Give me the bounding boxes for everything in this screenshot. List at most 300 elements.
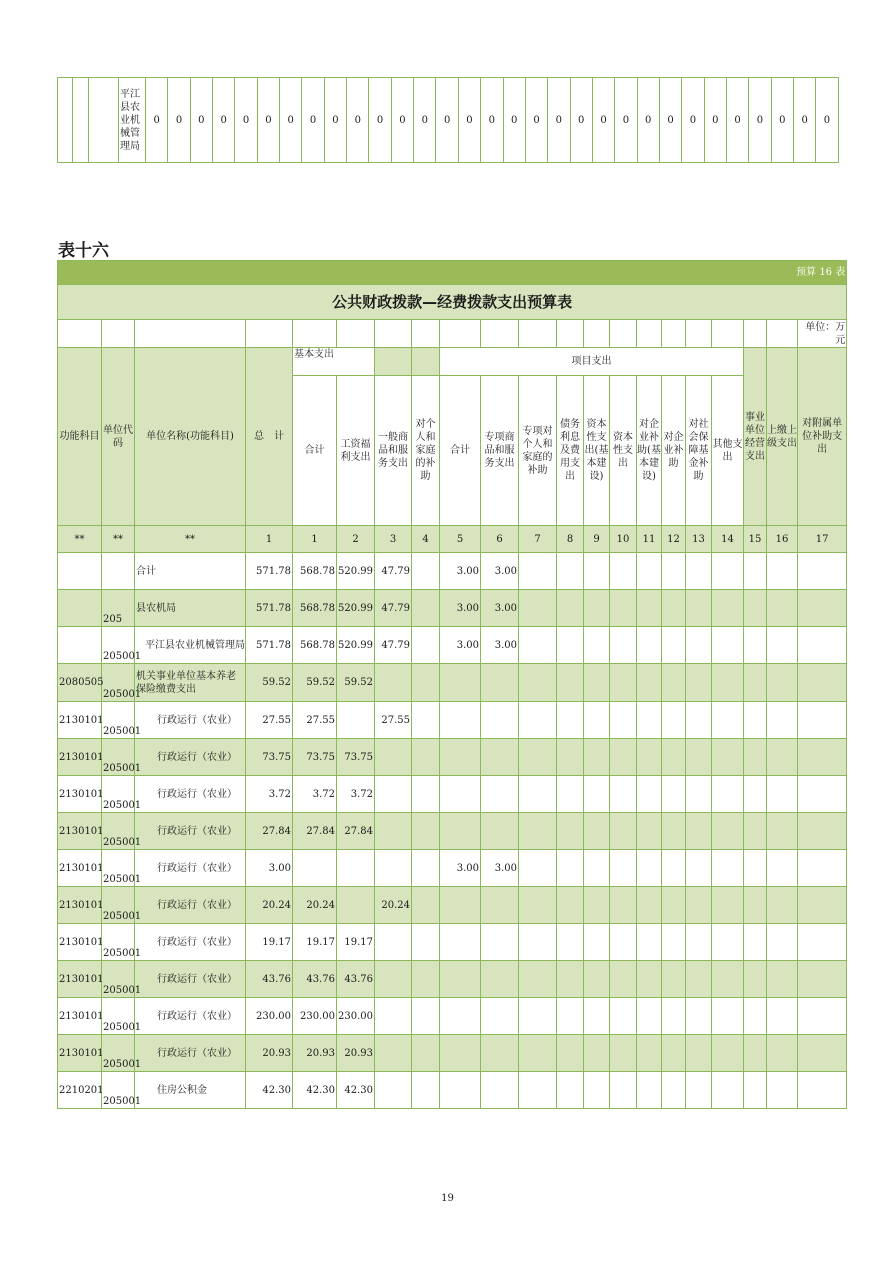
- salary-cell: 520.99: [337, 627, 375, 664]
- fragment-value-cell: 0: [213, 78, 235, 163]
- empty-cell: [662, 887, 686, 924]
- header-basic: 基本支出: [293, 348, 375, 376]
- empty-cell: [557, 813, 584, 850]
- header-social: 对社会保障基金补助: [686, 376, 712, 526]
- empty-cell: [519, 739, 557, 776]
- empty-cell: [712, 702, 744, 739]
- empty-cell: [798, 590, 847, 627]
- empty-cell: [744, 739, 767, 776]
- unit-code-cell: 205001: [102, 850, 135, 887]
- basic-sum-cell: 3.72: [293, 776, 337, 813]
- salary-cell: 520.99: [337, 553, 375, 590]
- header-project: 项目支出: [440, 348, 744, 376]
- total-cell: 42.30: [246, 1072, 293, 1109]
- empty-cell: [557, 1035, 584, 1072]
- fragment-value-cell: 0: [324, 78, 346, 163]
- fragment-value-cell: 0: [726, 78, 748, 163]
- unit-code-cell: 205001: [102, 961, 135, 998]
- table-row: [58, 850, 847, 887]
- empty-cell: [637, 739, 662, 776]
- empty-cell: [798, 887, 847, 924]
- fragment-value-cell: 0: [659, 78, 681, 163]
- table-row: [58, 776, 847, 813]
- index-cell: 3: [375, 526, 412, 553]
- header-salary: 工资福利支出: [337, 376, 375, 526]
- empty-cell: [637, 553, 662, 590]
- empty-cell: [519, 924, 557, 961]
- goods-cell: [375, 739, 412, 776]
- index-cell: 6: [481, 526, 519, 553]
- empty-cell: [584, 924, 610, 961]
- empty-cell: [798, 961, 847, 998]
- empty-cell: [686, 998, 712, 1035]
- proj-sum-cell: [440, 739, 481, 776]
- salary-cell: 59.52: [337, 664, 375, 702]
- empty-cell: [767, 776, 798, 813]
- proj-sum-cell: [440, 776, 481, 813]
- basic-sum-cell: [293, 850, 337, 887]
- proj-sum-cell: [440, 702, 481, 739]
- goods-cell: [375, 961, 412, 998]
- empty-cell: [610, 590, 637, 627]
- empty-cell: [686, 590, 712, 627]
- proj-goods-cell: [481, 664, 519, 702]
- empty-cell: [798, 664, 847, 702]
- empty-cell: [610, 739, 637, 776]
- empty-cell: [519, 553, 557, 590]
- empty-cell: [767, 961, 798, 998]
- table-tag: 预算 16 表: [58, 261, 847, 285]
- empty-cell: [519, 998, 557, 1035]
- personal-cell: [412, 924, 440, 961]
- index-row: [58, 526, 847, 553]
- empty-cell: [686, 739, 712, 776]
- proj-goods-cell: [481, 776, 519, 813]
- empty-cell: [767, 553, 798, 590]
- empty-cell: [637, 813, 662, 850]
- empty-cell: [712, 1072, 744, 1109]
- empty-cell: [584, 627, 610, 664]
- empty-cell: [584, 702, 610, 739]
- empty-cell: [767, 1072, 798, 1109]
- empty-cell: [637, 887, 662, 924]
- index-cell: 12: [662, 526, 686, 553]
- fragment-value-cell: 0: [525, 78, 547, 163]
- empty-cell: [686, 702, 712, 739]
- empty-cell: [519, 627, 557, 664]
- empty-cell: [686, 627, 712, 664]
- empty-cell: [767, 627, 798, 664]
- fragment-value-cell: 0: [369, 78, 391, 163]
- func-code-cell: [58, 590, 102, 627]
- basic-sum-cell: 27.84: [293, 813, 337, 850]
- empty-cell: [798, 1072, 847, 1109]
- func-code-cell: 2130101: [58, 702, 102, 739]
- table-row: [58, 998, 847, 1035]
- empty-cell: [798, 998, 847, 1035]
- empty-cell: [744, 776, 767, 813]
- empty-cell: [662, 590, 686, 627]
- salary-cell: 3.72: [337, 776, 375, 813]
- total-cell: 27.55: [246, 702, 293, 739]
- func-code-cell: 2130101: [58, 887, 102, 924]
- proj-goods-cell: [481, 813, 519, 850]
- empty-cell: [519, 664, 557, 702]
- table-row: [58, 553, 847, 590]
- unit-label: 单位：万元: [798, 320, 847, 348]
- unit-name-cell: 住房公积金: [135, 1072, 246, 1109]
- table-row: [58, 813, 847, 850]
- empty-cell: [519, 1072, 557, 1109]
- unit-code-cell: 205001: [102, 887, 135, 924]
- basic-sum-cell: 568.78: [293, 627, 337, 664]
- empty-cell: [519, 850, 557, 887]
- table-row: [58, 664, 847, 702]
- empty-cell: [557, 961, 584, 998]
- fragment-value-cell: 0: [637, 78, 659, 163]
- func-code-cell: 2130101: [58, 998, 102, 1035]
- goods-cell: [375, 1072, 412, 1109]
- header-func-code: 功能科目: [58, 348, 102, 526]
- empty-cell: [686, 813, 712, 850]
- previous-table-fragment: [57, 77, 839, 163]
- func-code-cell: [58, 627, 102, 664]
- fragment-value-cell: 0: [682, 78, 704, 163]
- basic-sum-cell: 568.78: [293, 590, 337, 627]
- func-code-cell: 2130101: [58, 961, 102, 998]
- empty-cell: [712, 850, 744, 887]
- empty-cell: [767, 887, 798, 924]
- unit-name-cell: 行政运行（农业）: [135, 702, 246, 739]
- basic-sum-cell: 73.75: [293, 739, 337, 776]
- empty-cell: [584, 1072, 610, 1109]
- empty-cell: [557, 627, 584, 664]
- empty-cell: [662, 998, 686, 1035]
- empty-cell: [744, 1035, 767, 1072]
- empty-cell: [637, 702, 662, 739]
- empty-cell: [610, 664, 637, 702]
- index-cell: 1: [293, 526, 337, 553]
- empty-cell: [662, 924, 686, 961]
- empty-cell: [798, 627, 847, 664]
- empty-cell: [712, 924, 744, 961]
- fragment-value-cell: 0: [749, 78, 771, 163]
- table-row: [58, 924, 847, 961]
- empty-cell: [519, 813, 557, 850]
- personal-cell: [412, 739, 440, 776]
- empty-cell: [686, 664, 712, 702]
- empty-cell: [767, 998, 798, 1035]
- personal-cell: [412, 850, 440, 887]
- fragment-value-cell: 0: [280, 78, 302, 163]
- header-enterprise-build: 对企业补助(基本建设): [637, 376, 662, 526]
- salary-cell: 520.99: [337, 590, 375, 627]
- goods-cell: 27.55: [375, 702, 412, 739]
- fragment-empty-cell: [73, 78, 89, 163]
- fragment-value-cell: 0: [548, 78, 570, 163]
- goods-cell: [375, 1035, 412, 1072]
- empty-cell: [767, 850, 798, 887]
- empty-cell: [610, 998, 637, 1035]
- empty-cell: [557, 924, 584, 961]
- unit-code-cell: 205001: [102, 1072, 135, 1109]
- unit-code-cell: 205001: [102, 702, 135, 739]
- empty-cell: [744, 924, 767, 961]
- proj-goods-cell: 3.00: [481, 850, 519, 887]
- empty-cell: [637, 776, 662, 813]
- header-proj-personal: 专项对个人和家庭的补助: [519, 376, 557, 526]
- personal-cell: [412, 590, 440, 627]
- proj-sum-cell: [440, 961, 481, 998]
- empty-cell: [798, 776, 847, 813]
- empty-cell: [767, 702, 798, 739]
- empty-cell: [767, 664, 798, 702]
- salary-cell: 230.00: [337, 998, 375, 1035]
- goods-cell: 47.79: [375, 627, 412, 664]
- empty-cell: [637, 961, 662, 998]
- func-code-cell: 2130101: [58, 1035, 102, 1072]
- fragment-row: [58, 78, 839, 163]
- func-code-cell: 2130101: [58, 813, 102, 850]
- index-cell: 4: [412, 526, 440, 553]
- goods-cell: [375, 664, 412, 702]
- proj-sum-cell: [440, 998, 481, 1035]
- empty-cell: [557, 664, 584, 702]
- empty-cell: [637, 627, 662, 664]
- empty-cell: [610, 961, 637, 998]
- header-affiliated: 对附属单位补助支出: [798, 348, 847, 526]
- empty-cell: [744, 1072, 767, 1109]
- header-other: 其他支出: [712, 376, 744, 526]
- empty-cell: [610, 887, 637, 924]
- empty-cell: [686, 961, 712, 998]
- empty-cell: [767, 1035, 798, 1072]
- empty-cell: [637, 664, 662, 702]
- fragment-value-cell: 0: [503, 78, 525, 163]
- index-cell: 9: [584, 526, 610, 553]
- total-cell: 571.78: [246, 553, 293, 590]
- index-cell: 8: [557, 526, 584, 553]
- empty-cell: [519, 776, 557, 813]
- unit-code-cell: 205001: [102, 739, 135, 776]
- empty-cell: [686, 553, 712, 590]
- fragment-value-cell: 0: [615, 78, 637, 163]
- empty-cell: [557, 702, 584, 739]
- empty-cell: [712, 627, 744, 664]
- empty-cell: [637, 590, 662, 627]
- empty-cell: [584, 998, 610, 1035]
- fragment-value-cell: 0: [458, 78, 480, 163]
- empty-cell: [798, 813, 847, 850]
- empty-cell: [712, 813, 744, 850]
- total-cell: 43.76: [246, 961, 293, 998]
- empty-cell: [584, 1035, 610, 1072]
- goods-cell: [375, 776, 412, 813]
- table-row: [58, 739, 847, 776]
- empty-cell: [662, 961, 686, 998]
- fragment-value-cell: 0: [146, 78, 168, 163]
- table-row: [58, 590, 847, 627]
- empty-cell: [557, 998, 584, 1035]
- index-cell: 14: [712, 526, 744, 553]
- proj-sum-cell: [440, 887, 481, 924]
- header-total: 总 计: [246, 348, 293, 526]
- empty-cell: [637, 998, 662, 1035]
- empty-cell: [712, 590, 744, 627]
- empty-cell: [584, 590, 610, 627]
- fragment-value-cell: 0: [235, 78, 257, 163]
- empty-cell: [686, 850, 712, 887]
- index-cell: 2: [337, 526, 375, 553]
- unit-code-cell: 205001: [102, 1035, 135, 1072]
- index-cell: **: [58, 526, 102, 553]
- empty-cell: [798, 1035, 847, 1072]
- empty-cell: [686, 776, 712, 813]
- salary-cell: [337, 887, 375, 924]
- fragment-value-cell: 0: [816, 78, 838, 163]
- goods-cell: [375, 924, 412, 961]
- salary-cell: [337, 850, 375, 887]
- proj-goods-cell: [481, 1072, 519, 1109]
- empty-cell: [712, 961, 744, 998]
- empty-cell: [557, 553, 584, 590]
- header-enterprise: 对企业补助: [662, 376, 686, 526]
- index-cell: 15: [744, 526, 767, 553]
- index-cell: 7: [519, 526, 557, 553]
- proj-sum-cell: [440, 1035, 481, 1072]
- basic-sum-cell: 19.17: [293, 924, 337, 961]
- total-cell: 3.00: [246, 850, 293, 887]
- empty-cell: [662, 664, 686, 702]
- proj-sum-cell: [440, 664, 481, 702]
- header-capital: 资本性支出: [610, 376, 637, 526]
- empty-cell: [610, 813, 637, 850]
- proj-sum-cell: 3.00: [440, 850, 481, 887]
- section-title: 表十六: [58, 241, 109, 261]
- basic-sum-cell: 27.55: [293, 702, 337, 739]
- empty-cell: [519, 590, 557, 627]
- fragment-value-cell: 0: [771, 78, 793, 163]
- empty-cell: [662, 553, 686, 590]
- fragment-value-cell: 0: [592, 78, 614, 163]
- empty-cell: [744, 664, 767, 702]
- basic-sum-cell: 230.00: [293, 998, 337, 1035]
- fragment-value-cell: 0: [793, 78, 815, 163]
- empty-cell: [686, 1072, 712, 1109]
- unit-name-cell: 行政运行（农业）: [135, 850, 246, 887]
- empty-cell: [798, 702, 847, 739]
- func-code-cell: 2130101: [58, 776, 102, 813]
- empty-cell: [557, 850, 584, 887]
- empty-cell: [767, 739, 798, 776]
- empty-cell: [662, 1072, 686, 1109]
- proj-goods-cell: [481, 961, 519, 998]
- personal-cell: [412, 776, 440, 813]
- empty-cell: [610, 553, 637, 590]
- empty-cell: [584, 813, 610, 850]
- empty-cell: [767, 590, 798, 627]
- empty-cell: [744, 998, 767, 1035]
- header-upper: 上缴上级支出: [767, 348, 798, 526]
- fragment-value-cell: 0: [391, 78, 413, 163]
- index-cell: 13: [686, 526, 712, 553]
- unit-code-cell: [102, 553, 135, 590]
- table-row: [58, 1072, 847, 1109]
- page-number: 19: [441, 1193, 454, 1204]
- proj-sum-cell: 3.00: [440, 553, 481, 590]
- fragment-unit-name: 平江县农业机械管理局: [119, 78, 146, 163]
- table-row: [58, 1035, 847, 1072]
- empty-cell: [610, 1072, 637, 1109]
- header-unit-name: 单位名称(功能科目): [135, 348, 246, 526]
- index-cell: 16: [767, 526, 798, 553]
- salary-cell: 43.76: [337, 961, 375, 998]
- func-code-cell: [58, 553, 102, 590]
- basic-sum-cell: 20.24: [293, 887, 337, 924]
- table-row: [58, 627, 847, 664]
- salary-cell: 19.17: [337, 924, 375, 961]
- unit-name-cell: 行政运行（农业）: [135, 1035, 246, 1072]
- personal-cell: [412, 553, 440, 590]
- personal-cell: [412, 998, 440, 1035]
- empty-cell: [584, 739, 610, 776]
- header-proj-goods: 专项商品和服务支出: [481, 376, 519, 526]
- unit-name-cell: 平江县农业机械管理局: [135, 627, 246, 664]
- proj-sum-cell: 3.00: [440, 627, 481, 664]
- empty-cell: [637, 924, 662, 961]
- func-code-cell: 2080505: [58, 664, 102, 702]
- fragment-value-cell: 0: [257, 78, 279, 163]
- func-code-cell: 2130101: [58, 850, 102, 887]
- unit-name-cell: 行政运行（农业）: [135, 998, 246, 1035]
- unit-name-cell: 行政运行（农业）: [135, 813, 246, 850]
- header-business: 事业单位经营支出: [744, 348, 767, 526]
- table-row: [58, 961, 847, 998]
- empty-cell: [712, 998, 744, 1035]
- total-cell: 571.78: [246, 590, 293, 627]
- empty-cell: [798, 553, 847, 590]
- empty-cell: [744, 627, 767, 664]
- proj-sum-cell: [440, 1072, 481, 1109]
- empty-cell: [744, 813, 767, 850]
- fragment-value-cell: 0: [436, 78, 458, 163]
- proj-goods-cell: [481, 998, 519, 1035]
- total-cell: 230.00: [246, 998, 293, 1035]
- empty-cell: [744, 887, 767, 924]
- personal-cell: [412, 627, 440, 664]
- unit-name-cell: 合计: [135, 553, 246, 590]
- header-debt: 债务利息及费用支出: [557, 376, 584, 526]
- empty-cell: [662, 702, 686, 739]
- empty-cell: [557, 739, 584, 776]
- proj-goods-cell: [481, 887, 519, 924]
- index-cell: 17: [798, 526, 847, 553]
- total-cell: 73.75: [246, 739, 293, 776]
- empty-cell: [744, 850, 767, 887]
- empty-cell: [712, 1035, 744, 1072]
- fragment-value-cell: 0: [302, 78, 324, 163]
- unit-name-cell: 县农机局: [135, 590, 246, 627]
- header-capital-build: 资本性支出(基本建设): [584, 376, 610, 526]
- total-cell: 3.72: [246, 776, 293, 813]
- empty-cell: [744, 702, 767, 739]
- basic-sum-cell: 20.93: [293, 1035, 337, 1072]
- empty-cell: [798, 924, 847, 961]
- empty-cell: [712, 887, 744, 924]
- goods-cell: [375, 850, 412, 887]
- basic-sum-cell: 42.30: [293, 1072, 337, 1109]
- salary-cell: 73.75: [337, 739, 375, 776]
